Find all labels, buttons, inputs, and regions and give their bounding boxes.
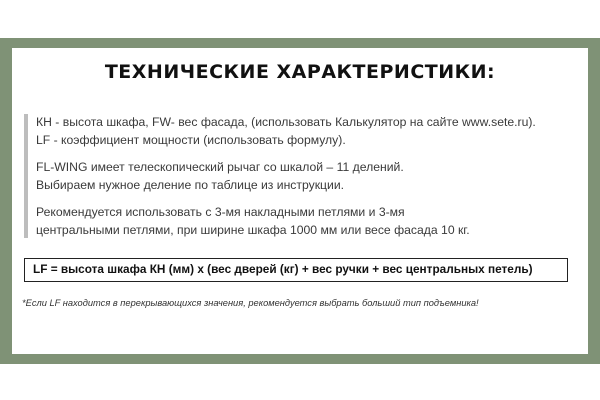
spacer: [36, 194, 564, 204]
info-line-recommend-1: Рекомендуется использовать с 3-мя накладными петлями и 3-мя: [36, 205, 405, 219]
page-title: ТЕХНИЧЕСКИЕ ХАРАКТЕРИСТИКИ:: [104, 61, 496, 83]
formula-box: LF = высота шкафа КН (мм) х (вес дверей (кг) + вес ручки + вес центральных петель): [24, 258, 568, 282]
info-line-recommend-2: центральными петлями, при ширине шкафа 1000 мм или весе фасада 10 кг.: [36, 222, 470, 237]
info-line-fl-wing: FL-WING имеет телескопический рычаг со шкалой – 11 делений.: [36, 160, 404, 174]
spacer: [36, 149, 564, 159]
spec-card: [12, 48, 588, 354]
info-line-kh-fw: КН - высота шкафа, FW- вес фасада, (использовать Калькулятор на сайте www.sete.ru).: [36, 115, 536, 129]
footnote: *Если LF находится в перекрывающихся значения, рекомендуется выбрать больший тип подъемника!: [22, 298, 479, 308]
info-line-select-division: Выбираем нужное деление по таблице из инструкции.: [36, 177, 345, 192]
info-line-lf: LF - коэффициент мощности (использовать формулу).: [36, 132, 346, 147]
info-block: [24, 114, 564, 238]
